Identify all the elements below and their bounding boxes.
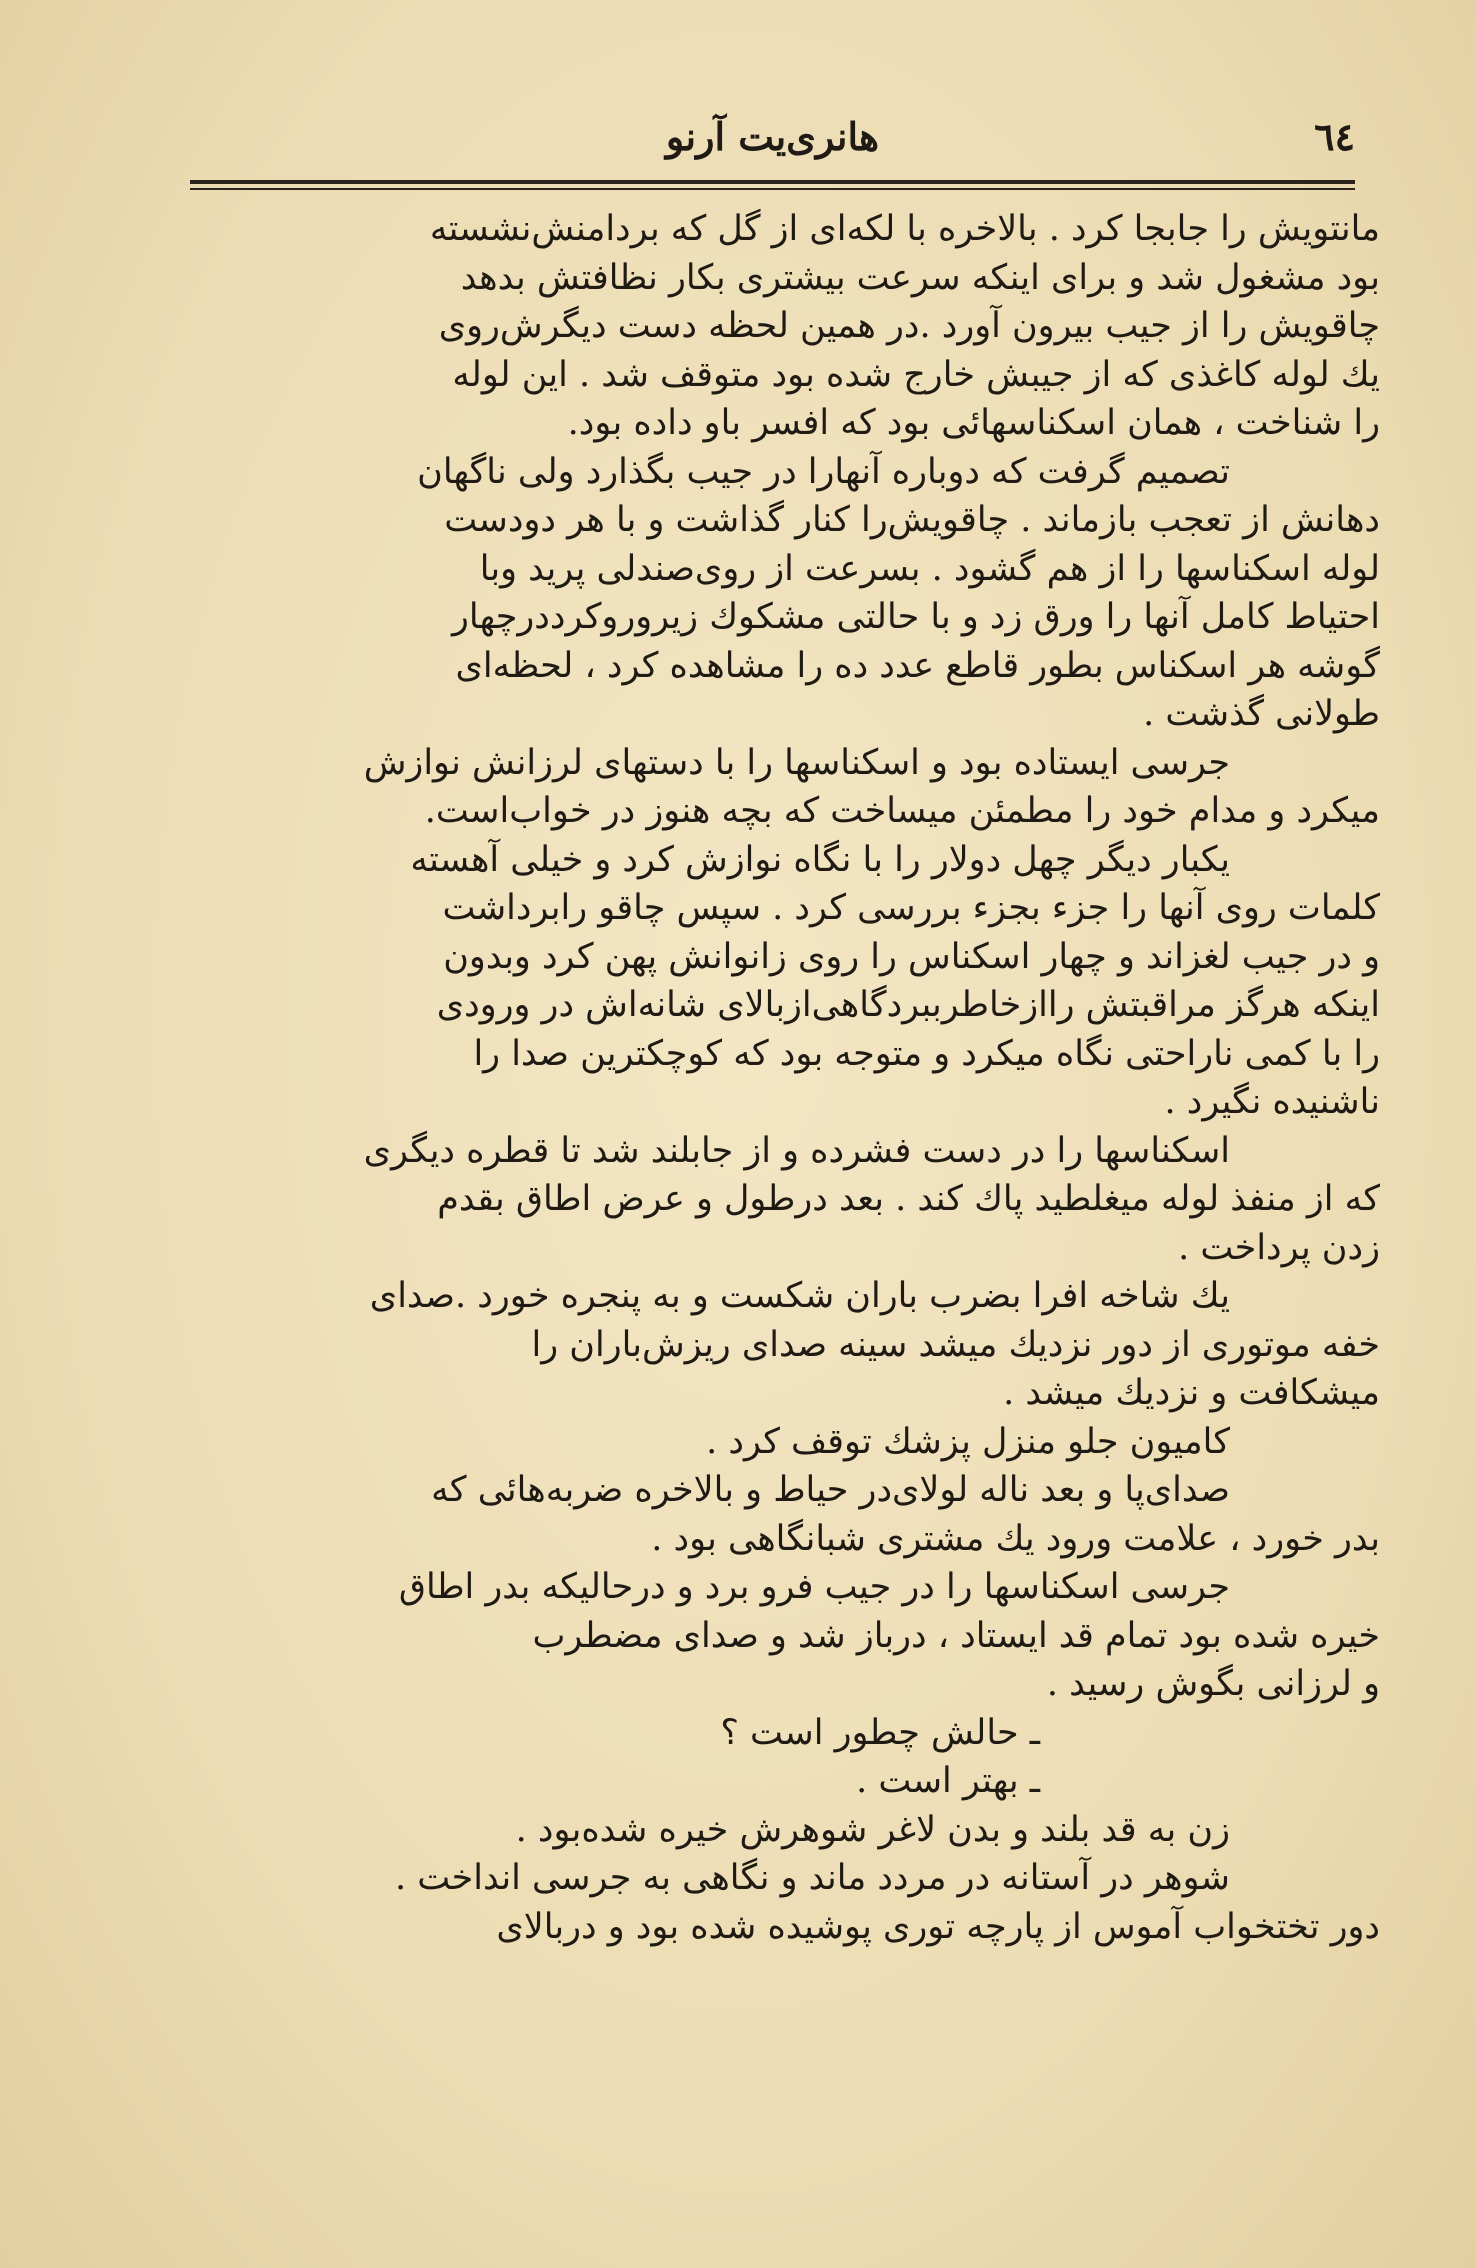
text-line: دهانش از تعجب بازماند . چاقویش‌را کنار گذاشت و با هر دودست: [444, 500, 1380, 540]
text-line: ـ بهتر است .: [856, 1761, 1040, 1801]
text-line: میشکافت و نزدیك میشد .: [1003, 1373, 1380, 1413]
text-line: جرسی ایستاده بود و اسکناسها را با دستهای لرزانش نوازش: [363, 742, 1230, 783]
text-line: یك شاخه افرا بضرب باران شکست و به پنجره خورد .صدای: [369, 1276, 1230, 1316]
text-line: مانتویش را جابجا کرد . بالاخره با لکه‌ای از گل که بردامنش‌نشسته: [429, 209, 1380, 249]
text-line: اینکه هرگز مراقبتش رااز‌خاطر‌ببرد‌گاهی‌ازبالای شانه‌اش در ورودی: [436, 985, 1380, 1025]
text-line: شوهر در آستانه در مردد ماند و نگاهی به جرسی انداخت .: [395, 1858, 1230, 1898]
running-title: هانری‌یت آرنو: [665, 114, 880, 159]
body-text: [190, 205, 1380, 1951]
text-line: که از منفذ لوله میغلطید پاك کند . بعد درطول و عرض اطاق بقدم: [437, 1179, 1380, 1219]
page-header: [190, 108, 1355, 178]
text-line: خفه موتوری از دور نزدیك میشد سینه صدای ریزش‌باران را: [531, 1324, 1380, 1365]
page-number: ٦٤: [1314, 114, 1355, 159]
text-line: بود مشغول شد و برای اینکه سرعت بیشتری بکار نظافتش بدهد: [460, 257, 1380, 298]
text-line: ـ حالش چطور است ؟: [720, 1712, 1040, 1753]
header-rule-thin: [190, 188, 1355, 190]
text-line: کلمات روی آنها را جزء بجزء بررسی کرد . سپس چاقو رابرداشت: [442, 888, 1380, 928]
text-line: را شناخت ، همان اسکناسهائی بود که افسر باو داده بود.: [567, 403, 1380, 443]
text-line: گوشه هر اسکناس بطور قاطع عدد ده را مشاهده کرد ، لحظه‌ای: [455, 645, 1380, 686]
text-line: بدر خورد ، علامت ورود یك مشتری شبانگاهی بود .: [651, 1518, 1380, 1559]
text-line: صدای‌پا و بعد ناله لولای‌در حیاط و بالاخره ضربه‌هائی که: [431, 1470, 1230, 1510]
text-line: و لرزانی بگوش رسید .: [1046, 1664, 1380, 1704]
text-line: را با کمی ناراحتی نگاه میکرد و متوجه بود که کوچکترین صدا را: [473, 1033, 1380, 1074]
text-line: احتیاط کامل آنها را ورق زد و با حالتی مشکوك زیرورو‌کرد‌درچهار: [452, 597, 1380, 637]
text-line: ناشنیده نگیرد .: [1164, 1082, 1380, 1122]
text-line: میکرد و مدام خود را مطمئن میساخت که بچه هنوز در خواب‌است.: [424, 791, 1380, 831]
text-line: خیره شده بود تمام قد ایستاد ، درباز شد و صدای مضطرب: [532, 1615, 1380, 1656]
text-line: و در جیب لغزاند و چهار اسکناس را روی زانوانش پهن کرد وبدون: [443, 936, 1380, 977]
text-line: زن به قد بلند و بدن لاغر شوهرش خیره شده‌بود .: [515, 1809, 1230, 1850]
text-line: تصمیم گرفت که دوباره آنهارا در جیب بگذارد ولی ناگهان: [417, 451, 1230, 492]
text-line: لوله اسکناسها را از هم گشود . بسرعت از روی‌صندلی پرید وبا: [479, 548, 1380, 589]
text-line: کامیون جلو منزل پزشك توقف کرد .: [706, 1421, 1230, 1462]
text-line: زدن پرداخت .: [1178, 1227, 1380, 1268]
text-line: طولانی گذشت .: [1143, 694, 1380, 734]
text-line: دور تختخواب آموس از پارچه توری پوشیده شده بود و دربالای: [496, 1906, 1380, 1947]
header-rule-thick: [190, 180, 1355, 184]
text-line: اسکناسها را در دست فشرده و از جابلند شد تا قطره دیگری: [363, 1130, 1230, 1171]
text-line: چاقویش را از جیب بیرون آورد .در همین لحظه دست دیگرش‌روی: [438, 306, 1380, 346]
text-line: یکبار دیگر چهل دولار را با نگاه نوازش کرد و خیلی آهسته: [410, 839, 1230, 880]
text-line: یك لوله کاغذی که از جیبش خارج شده بود متوقف شد . این لوله: [452, 354, 1380, 395]
text-line: جرسی اسکناسها را در جیب فرو برد و درحالیکه بدر اطاق: [398, 1567, 1230, 1607]
